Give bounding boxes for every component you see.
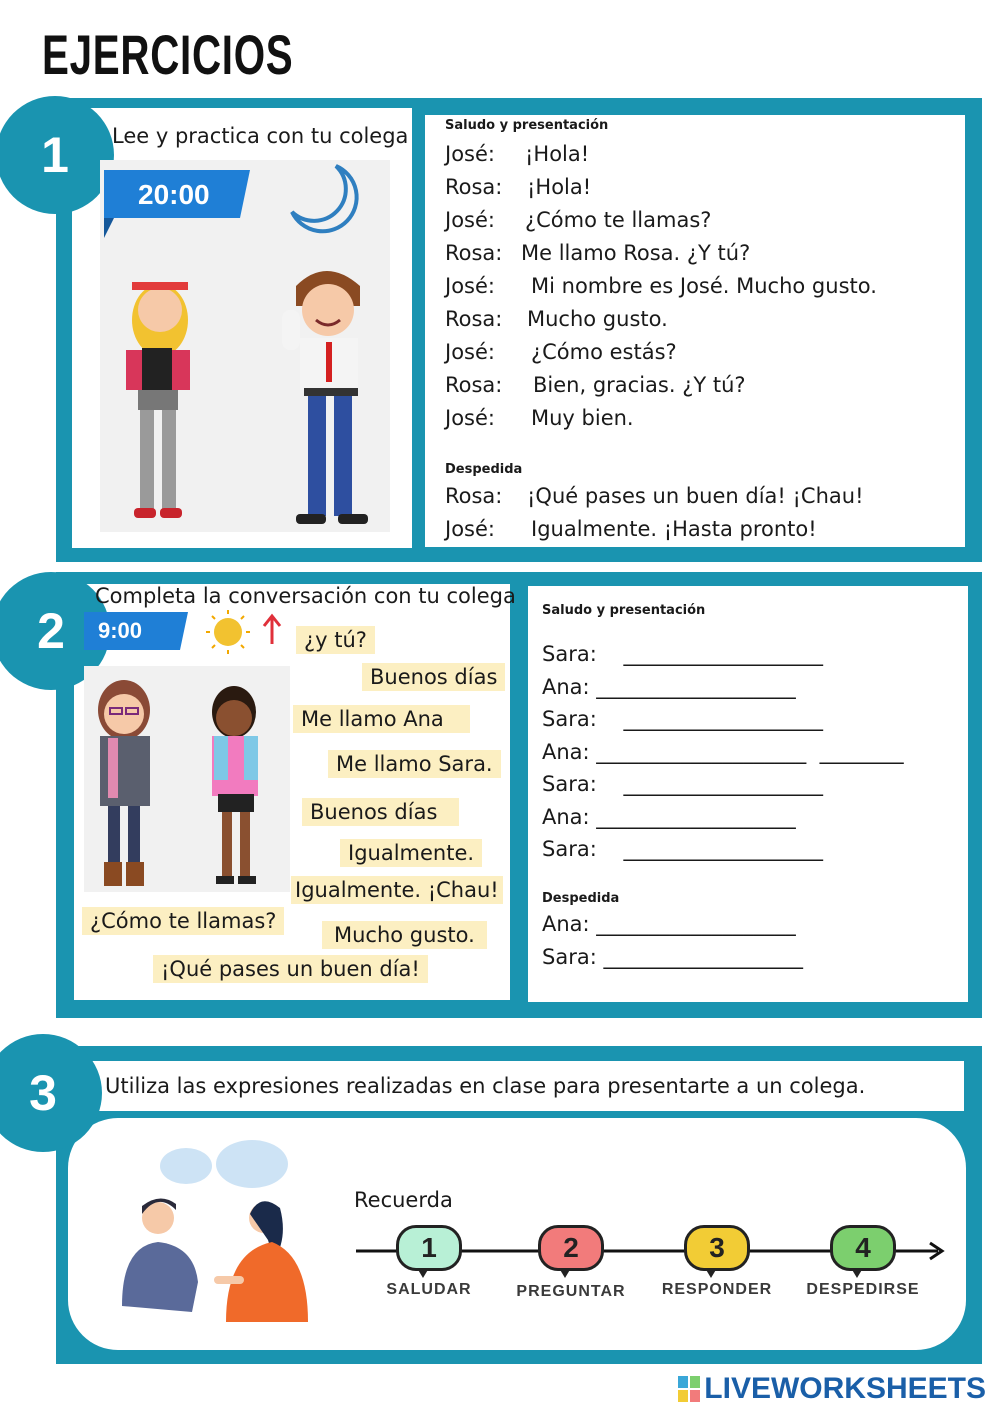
exercise-1-instruction: Lee y practica con tu colega [112,124,409,148]
exercise-1-despedida-label: Despedida [445,462,523,477]
step-label-3: RESPONDER [661,1281,773,1298]
fill-line[interactable]: Sara: ___________________ [542,707,823,731]
dialogue-line [445,307,668,331]
exercise-2-instruction: Completa la conversación con tu colega [95,584,516,608]
speaker: José: [445,142,495,166]
dialogue-line [445,373,746,397]
dialogue-line [445,340,677,364]
dialogue-line [445,142,589,166]
line-text: Muy bien. [531,406,634,430]
farewell-line [445,517,817,541]
dialogue-line [445,406,634,430]
chip-igualmente-chau[interactable]: Igualmente. ¡Chau! [291,876,503,904]
step-bubble-3: 3 [684,1225,750,1271]
chip-que-pases[interactable]: ¡Qué pases un buen día! [153,955,428,983]
conversation-illustration [118,1136,318,1332]
speaker: Rosa: [445,241,503,265]
live-badge-icon [678,1376,700,1402]
chip-como-te-llamas[interactable]: ¿Cómo te llamas? [82,907,284,935]
man-figure [122,1198,198,1312]
line-text: Igualmente. ¡Hasta pronto! [531,517,817,541]
step-label-1: SALUDAR [386,1281,472,1298]
dialogue-line [445,274,877,298]
exercise-3-number: 3 [0,1034,102,1152]
dialogue-line [445,241,750,265]
logo-text: LIVEWORKSHEETS [704,1372,986,1405]
speech-bubble-icon [216,1140,288,1188]
fill-line[interactable]: Ana: ___________________ [542,912,796,936]
line-text: Mucho gusto. [527,307,668,331]
fill-line[interactable]: Ana: ____________________ ________ [542,739,904,764]
step-label-4: DESPEDIRSE [806,1281,920,1298]
dialogue-line [445,175,591,199]
line-text: Bien, gracias. ¿Y tú? [533,373,746,397]
exercise-2-despedida-label: Despedida [542,891,620,906]
speech-bubble-icon [160,1148,212,1184]
fill-line[interactable]: Ana: ___________________ [542,804,796,829]
exercise-1-illustration [100,160,390,532]
exercise-3-instruction: Utiliza las expresiones realizadas en clase para presentarte a un colega. [105,1074,866,1098]
woman-figure [214,1201,308,1322]
exercise-2-number: 2 [0,572,110,690]
recuerda-label: Recuerda [354,1188,453,1212]
chip-mucho-gusto[interactable]: Mucho gusto. [322,921,487,949]
farewell-line [445,484,863,508]
line-text: ¿Cómo estás? [531,340,677,364]
step-bubble-2: 2 [538,1225,604,1271]
dialogue-line [445,208,711,232]
fill-line[interactable]: Sara: ___________________ [542,772,823,796]
exercise-1-saludo-label: Saludo y presentación [445,118,609,133]
fill-line[interactable]: Sara: ___________________ [542,837,823,861]
speaker: José: [445,208,495,232]
speaker: José: [445,274,495,298]
chip-buenos-dias-2[interactable]: Buenos días [302,798,459,826]
step-label-2: PREGUNTAR [516,1283,626,1300]
step-bubble-4: 4 [830,1225,896,1271]
speaker: Rosa: [445,484,503,508]
line-text: Me llamo Rosa. ¿Y tú? [521,241,751,265]
clock-time-9: 9:00 [98,618,143,643]
sun-icon [206,610,250,654]
exercise-2-saludo-label: Saludo y presentación [542,603,706,618]
chip-me-llamo-sara[interactable]: Me llamo Sara. [328,750,501,778]
line-text: ¡Hola! [525,142,590,166]
line-text: ¡Hola! [527,175,592,199]
chip-buenos-dias-1[interactable]: Buenos días [362,663,505,691]
exercise-2-illustration [84,610,290,892]
chip-me-llamo-ana[interactable]: Me llamo Ana [293,705,470,733]
speaker: José: [445,517,495,541]
chip-igualmente[interactable]: Igualmente. [340,839,482,867]
line-text: ¿Cómo te llamas? [525,208,712,232]
arrow-up-icon [264,616,280,644]
page-title: EJERCICIOS [42,23,294,86]
liveworksheets-logo [678,1372,986,1406]
step-bubble-1: 1 [396,1225,462,1271]
clock-time-20: 20:00 [138,179,210,210]
chip-y-tu[interactable]: ¿y tú? [296,626,375,654]
speaker: Rosa: [445,175,503,199]
fill-line[interactable]: Ana: ___________________ [542,674,796,699]
speaker: José: [445,340,495,364]
speaker: Rosa: [445,307,503,331]
speaker: Rosa: [445,373,503,397]
line-text: Mi nombre es José. Mucho gusto. [531,274,877,298]
exercise-1-number: 1 [0,96,114,214]
speaker: José: [445,406,495,430]
fill-line[interactable]: Sara: ___________________ [542,945,803,969]
fill-line[interactable]: Sara: ___________________ [542,642,823,666]
line-text: ¡Qué pases un buen día! ¡Chau! [527,484,864,508]
